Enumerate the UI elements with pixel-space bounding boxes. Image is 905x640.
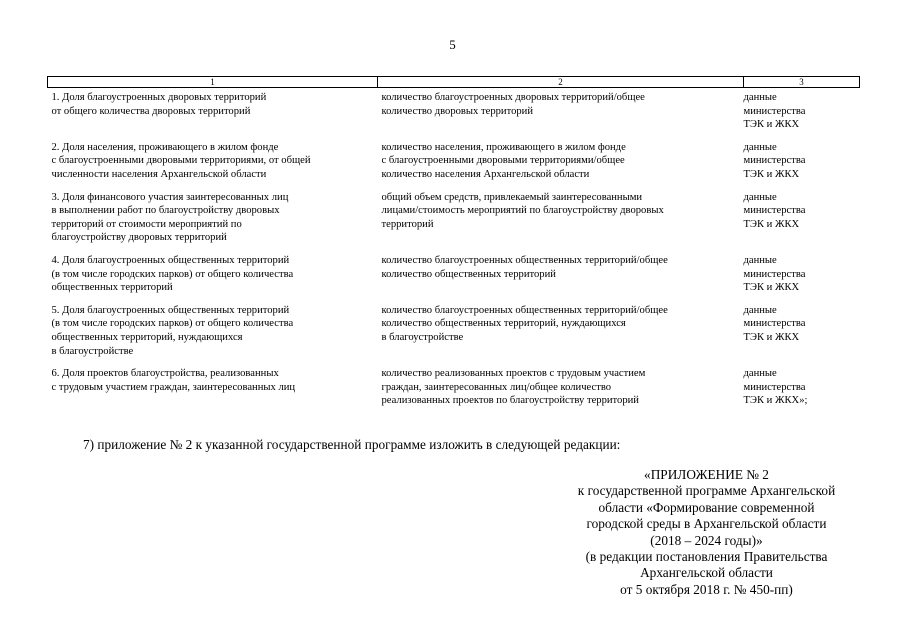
page-number: 5 [449,37,456,52]
formula-cell: количество благоустроенных дворовых территорий/общее количество дворовых территорий [381,92,645,117]
indicator-cell: 5. Доля благоустроенных общественных территорий (в том числе городских парков) от общего количества общественных территорий, нуждающихся в благоустройстве [51,304,294,357]
source-cell: данные министерства ТЭК и ЖКХ [743,254,806,294]
indicator-cell: 2. Доля населения, проживающего в жилом фонде с благоустроенными дворовыми территориями, от общей численности населения Архангельской области [51,141,311,180]
indicator-cell: 6. Доля проектов благоустройства, реализованных с трудовым участием граждан, заинтересованных лиц [51,368,296,393]
indicator-cell: 4. Доля благоустроенных общественных территорий (в том числе городских парков) от общего количества общественных территорий [51,254,294,294]
formula-cell: количество населения, проживающего в жилом фонде с благоустроенными дворовыми территориями/общее количество населения Архангельской области [381,141,626,180]
source-cell: данные министерства ТЭК и ЖКХ [743,141,806,180]
formula-cell: количество благоустроенных общественных территорий/общее количество общественных территорий, нуждающихся в благоустройстве [381,304,668,343]
indicator-cell: 1. Доля благоустроенных дворовых территорий от общего количества дворовых территорий [51,92,267,117]
table-row [48,304,860,367]
item-7-paragraph: 7) приложение № 2 к указанной государственной программе изложить в следующей редакции: [83,437,621,452]
indicators-table [47,76,860,417]
table-row [48,88,860,141]
source-cell: данные министерства ТЭК и ЖКХ [743,191,806,230]
formula-cell: количество благоустроенных общественных территорий/общее количество общественных территорий [381,254,668,280]
indicator-cell: 3. Доля финансового участия заинтересованных лиц в выполнении работ по благоустройству дворовых территорий от стоимости мероприятий по благоустройству дворовых территорий [51,191,289,244]
formula-cell: количество реализованных проектов с трудовым участием граждан, заинтересованных лиц/общее количество реализованных проектов по благоустройству территорий [381,368,646,407]
column-header: 2 [378,77,744,88]
source-cell: данные министерства ТЭК и ЖКХ»; [743,368,808,407]
source-cell: данные министерства ТЭК и ЖКХ [743,92,806,131]
table-row [48,191,860,254]
column-header: 3 [744,77,860,88]
source-cell: данные министерства ТЭК и ЖКХ [743,304,806,343]
table-row [48,367,860,417]
appendix-heading: «ПРИЛОЖЕНИЕ № 2 к государственной программе Архангельской области «Формирование современной городской среды в Архангельской области (2018 – 2024 годы)» (в редакции постановления Правительства Архангельской области от 5 октября 2018 г. № 450-пп) [577,467,836,597]
table-row [48,141,860,191]
column-header: 1 [48,77,378,88]
table-header-row [48,77,860,88]
table-row [48,254,860,304]
formula-cell: общий объем средств, привлекаемый заинтересованными лицами/стоимость мероприятий по благоустройству дворовых территорий [381,191,664,230]
